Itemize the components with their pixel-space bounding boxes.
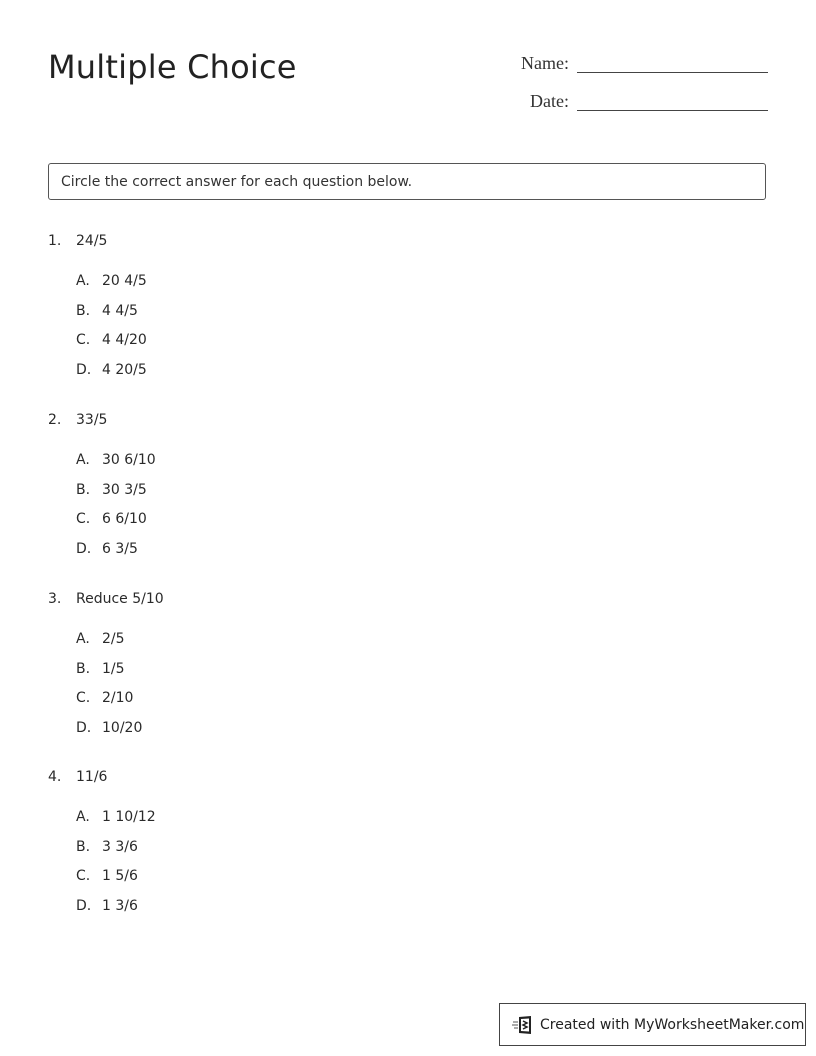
choice-letter: A. [76, 631, 90, 647]
choice-text: 10/20 [102, 719, 143, 736]
choice-b [76, 301, 147, 321]
choice-text: 1 3/6 [102, 897, 138, 914]
choice-text: 6 3/5 [102, 540, 138, 557]
question-number: 3. [48, 591, 62, 607]
question-4 [48, 767, 156, 925]
choice-text: 4 4/5 [102, 302, 138, 319]
choice-letter: B. [76, 660, 91, 677]
question-prompt: 24/5 [76, 233, 108, 249]
choice-text: 1 10/12 [102, 809, 156, 825]
question-number: 1. [48, 233, 62, 249]
choice-b [76, 659, 164, 679]
name-label: Name: [521, 53, 569, 73]
choice-letter: D. [76, 897, 92, 914]
choice-a [76, 807, 156, 827]
choice-c [76, 866, 156, 886]
choice-a [76, 450, 156, 470]
choice-c [76, 509, 156, 529]
choice-letter: C. [76, 332, 91, 348]
worksheet-logo-icon [512, 1014, 534, 1036]
choice-letter: A. [76, 273, 90, 289]
choice-letter: C. [76, 690, 91, 706]
choice-text: 4 4/20 [102, 332, 147, 348]
instructions-box: Circle the correct answer for each question below. [48, 163, 766, 200]
choice-a [76, 271, 147, 291]
choice-letter: D. [76, 540, 92, 557]
choice-c [76, 330, 147, 350]
date-field [499, 90, 768, 111]
choice-letter: A. [76, 809, 90, 825]
question-number: 4. [48, 769, 62, 785]
choice-text: 20 4/5 [102, 273, 147, 289]
choice-text: 2/5 [102, 631, 125, 647]
choice-letter: A. [76, 452, 90, 468]
choice-text: 4 20/5 [102, 361, 147, 378]
choice-text: 2/10 [102, 690, 134, 706]
choice-letter: B. [76, 302, 91, 319]
date-blank-line [577, 90, 768, 111]
footer-text: Created with MyWorksheetMaker.com [540, 1016, 805, 1033]
choice-text: 1 5/6 [102, 868, 138, 884]
choice-a [76, 629, 164, 649]
choice-d [76, 539, 156, 559]
question-1 [48, 231, 147, 389]
question-number: 2. [48, 412, 62, 428]
choice-b [76, 480, 156, 500]
choice-c [76, 688, 164, 708]
question-3 [48, 589, 164, 747]
date-label: Date: [530, 91, 569, 111]
choice-letter: B. [76, 838, 91, 855]
choice-letter: D. [76, 719, 92, 736]
choice-letter: B. [76, 481, 91, 498]
question-prompt: Reduce 5/10 [76, 591, 164, 607]
choice-text: 3 3/6 [102, 838, 138, 855]
page-title: Multiple Choice [48, 48, 297, 86]
choice-letter: D. [76, 361, 92, 378]
choice-text: 30 3/5 [102, 481, 147, 498]
question-prompt: 33/5 [76, 412, 108, 428]
choice-d [76, 360, 147, 380]
name-blank-line [577, 52, 768, 73]
choice-letter: C. [76, 511, 91, 527]
footer-credit [499, 1003, 806, 1046]
choice-letter: C. [76, 868, 91, 884]
choice-d [76, 896, 156, 916]
choice-text: 6 6/10 [102, 511, 147, 527]
choice-d [76, 718, 164, 738]
choice-text: 30 6/10 [102, 452, 156, 468]
name-field [499, 52, 768, 73]
question-2 [48, 410, 156, 568]
question-prompt: 11/6 [76, 769, 108, 785]
choice-b [76, 837, 156, 857]
choice-text: 1/5 [102, 660, 125, 677]
